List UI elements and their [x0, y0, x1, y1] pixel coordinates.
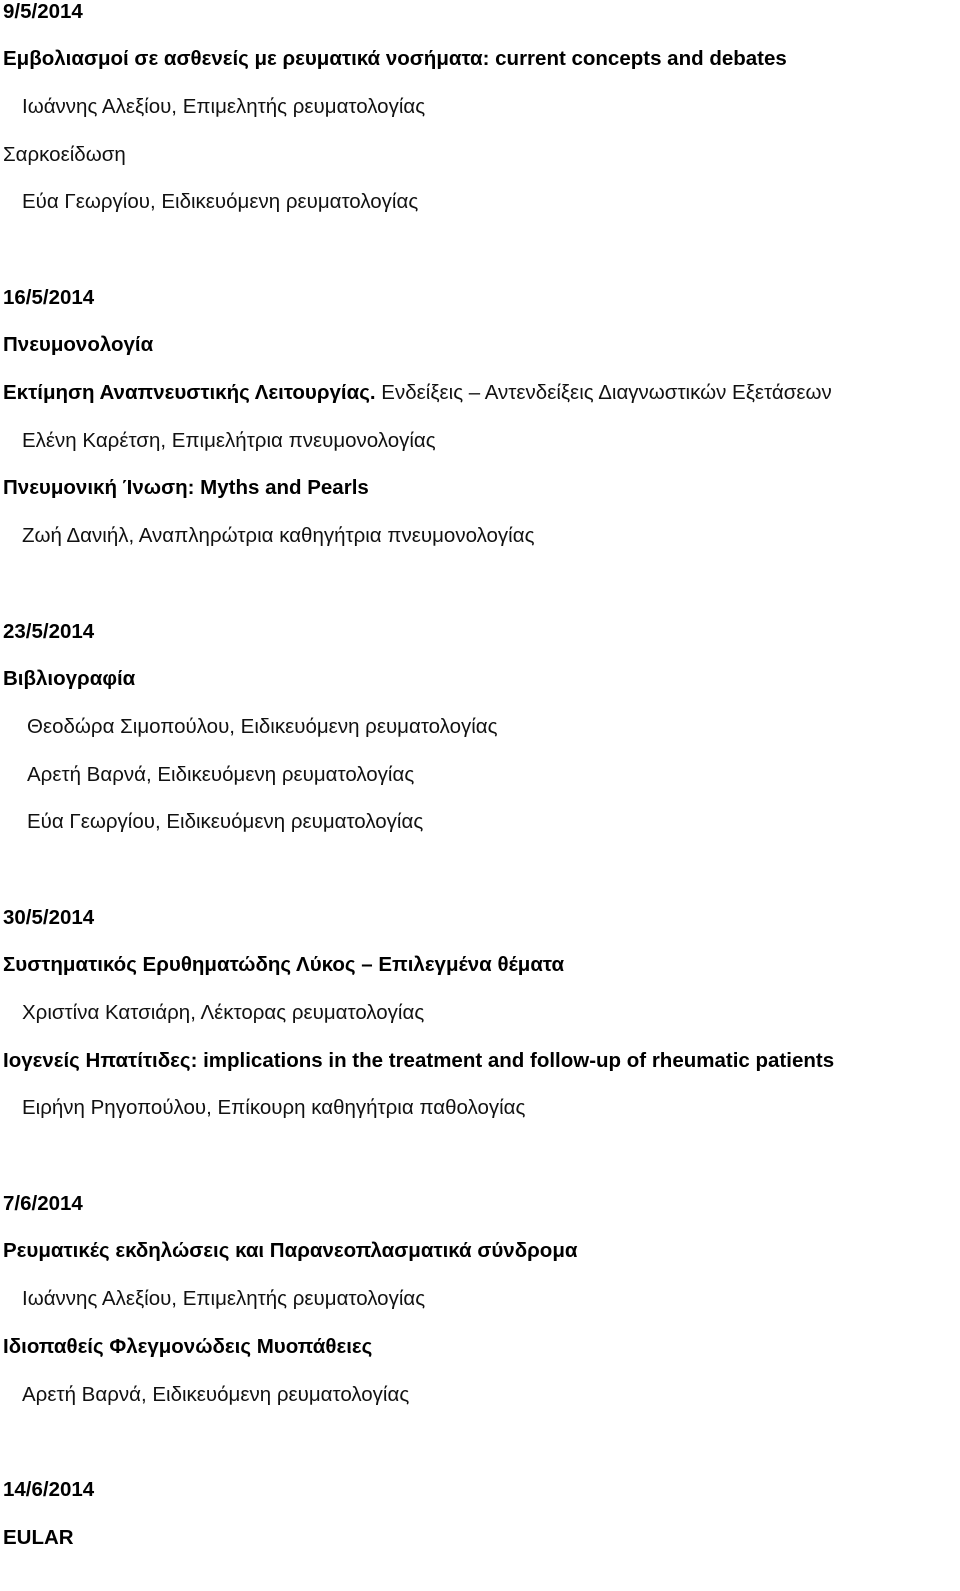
- session-date: 14/6/2014: [3, 1478, 95, 1501]
- lecture-title: Εμβολιασμοί σε ασθενείς με ρευματικά νοσήματα: current concepts and debates: [3, 47, 787, 70]
- lecture-title: Ρευματικές εκδηλώσεις και Παρανεοπλασματικά σύνδρομα: [3, 1239, 578, 1262]
- speaker: Ιωάννης Αλεξίου, Επιμελητής ρευματολογίας: [22, 1287, 426, 1310]
- lecture-title: EULAR: [3, 1526, 74, 1549]
- speaker: Εύα Γεωργίου, Ειδικευόμενη ρευματολογίας: [27, 810, 424, 833]
- lecture-title: Συστηματικός Ερυθηματώδης Λύκος – Επιλεγμένα θέματα: [3, 953, 565, 976]
- lecture-title-bold: Εκτίμηση Αναπνευστικής Λειτουργίας.: [3, 381, 376, 404]
- speaker: Ιωάννης Αλεξίου, Επιμελητής ρευματολογίας: [22, 95, 426, 118]
- session-topic: Πνευμονολογία: [3, 333, 154, 356]
- lecture-title: Ιδιοπαθείς Φλεγμονώδεις Μυοπάθειες: [3, 1335, 373, 1358]
- lecture-title: Πνευμονική Ίνωση: Myths and Pearls: [3, 476, 369, 499]
- speaker: Εύα Γεωργίου, Ειδικευόμενη ρευματολογίας: [22, 190, 419, 213]
- speaker: Αρετή Βαρνά, Ειδικευόμενη ρευματολογίας: [27, 763, 415, 786]
- lecture-title-normal: Ενδείξεις – Αντενδείξεις Διαγνωστικών Εξετάσεων: [381, 381, 832, 404]
- speaker: Ελένη Καρέτση, Επιμελήτρια πνευμονολογίας: [22, 429, 436, 452]
- speaker: Αρετή Βαρνά, Ειδικευόμενη ρευματολογίας: [22, 1383, 410, 1406]
- session-date: 30/5/2014: [3, 906, 95, 929]
- lecture-title: Σαρκοείδωση: [3, 143, 126, 166]
- session-date: 9/5/2014: [3, 0, 83, 23]
- speaker: Ζωή Δανιήλ, Αναπληρώτρια καθηγήτρια πνευμονολογίας: [22, 524, 535, 547]
- lecture-title: Ιογενείς Ηπατίτιδες: implications in the treatment and follow-up of rheumatic patients: [3, 1049, 835, 1072]
- lecture-title: [3, 381, 832, 405]
- session-date: 23/5/2014: [3, 620, 95, 643]
- lecture-title: Βιβλιογραφία: [3, 667, 136, 690]
- speaker: Θεοδώρα Σιμοπούλου, Ειδικευόμενη ρευματολογίας: [27, 715, 498, 738]
- speaker: Ειρήνη Ρηγοπούλου, Επίκουρη καθηγήτρια παθολογίας: [22, 1096, 526, 1119]
- speaker: Χριστίνα Κατσιάρη, Λέκτορας ρευματολογίας: [22, 1001, 425, 1024]
- session-date: 16/5/2014: [3, 286, 95, 309]
- session-date: 7/6/2014: [3, 1192, 83, 1215]
